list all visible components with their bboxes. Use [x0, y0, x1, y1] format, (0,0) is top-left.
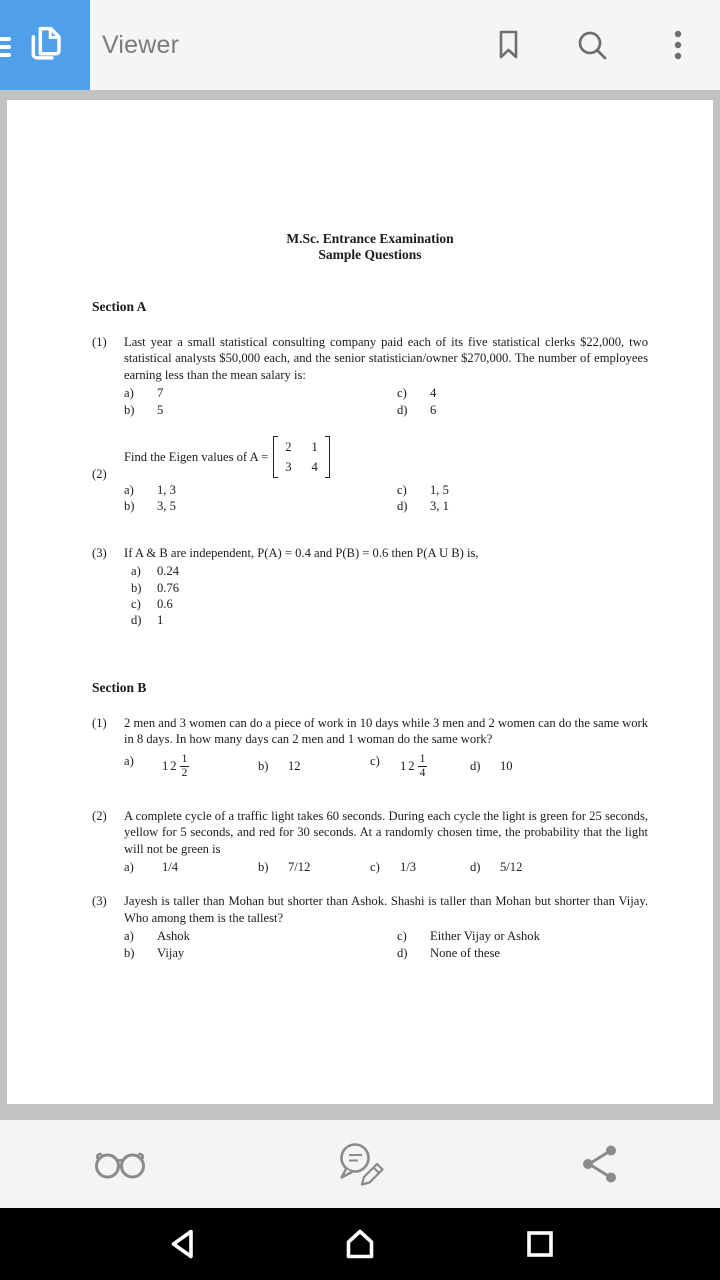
menu-icon [0, 53, 11, 57]
option [124, 859, 258, 875]
option [131, 612, 163, 628]
option-label: d) [397, 402, 408, 417]
app-title: Viewer [102, 30, 180, 59]
equation-line [124, 434, 648, 480]
question-body [124, 893, 648, 961]
option [124, 945, 397, 961]
option-label: c) [397, 386, 407, 401]
overflow-menu-button[interactable] [650, 17, 706, 73]
back-button[interactable] [154, 1216, 210, 1272]
option [131, 580, 179, 596]
option [124, 482, 397, 498]
back-icon [169, 1228, 195, 1260]
option-row [124, 596, 648, 612]
option-row [124, 482, 648, 498]
question-block [92, 893, 648, 961]
matrix-cell: 1 [311, 440, 318, 455]
matrix-cells [278, 436, 325, 478]
option-label: c) [397, 929, 407, 944]
android-nav-bar [0, 1208, 720, 1280]
comment-edit-icon [334, 1140, 386, 1188]
option-value: Ashok [157, 929, 190, 944]
question-body [124, 715, 648, 784]
option-label: a) [124, 386, 134, 401]
option-value: 12 $\frac{1}{2}$ [162, 752, 188, 780]
home-icon [344, 1228, 376, 1260]
question-body [124, 545, 648, 629]
option-label: d) [470, 859, 481, 874]
option [131, 563, 179, 579]
bookmark-button[interactable] [480, 17, 536, 73]
annotate-button[interactable] [332, 1136, 388, 1192]
option-label: c) [397, 483, 407, 498]
option-label: a) [124, 483, 134, 498]
question-number: (1) [92, 335, 107, 349]
question-number: (2) [92, 808, 107, 823]
option-value: Vijay [157, 945, 185, 960]
fraction: $\frac{1}{4}$ [419, 752, 426, 780]
option-value: 1, 3 [157, 483, 176, 498]
nav-drawer-button[interactable] [0, 0, 90, 90]
option-label: a) [124, 753, 134, 768]
question-block [92, 545, 648, 629]
option [397, 482, 449, 498]
option-label: b) [124, 402, 135, 417]
app-bar [0, 0, 720, 90]
home-button[interactable] [332, 1216, 388, 1272]
option [397, 945, 500, 961]
option [258, 758, 370, 774]
fraction: $\frac{1}{2}$ [181, 752, 188, 780]
option-row [124, 612, 648, 628]
menu-icon [0, 45, 11, 49]
option [124, 928, 397, 944]
option-row [124, 385, 648, 401]
option-label: b) [258, 859, 269, 874]
option-value: 1, 5 [430, 483, 449, 498]
option-label: b) [124, 945, 135, 960]
question-text: A complete cycle of a traffic light takes 60 seconds. During each cycle the light is green for 25 seconds, yellow for 5 seconds, and red for 30 seconds. At a randomly chosen time, the probability that the light will not be green is [124, 808, 648, 856]
share-icon [581, 1144, 619, 1184]
search-icon [576, 29, 608, 61]
matrix-cell: 2 [285, 440, 292, 455]
section-heading: Section A [92, 299, 147, 314]
option [124, 402, 397, 418]
option-value: 0.24 [157, 564, 180, 579]
question-body [124, 808, 648, 876]
option-row [124, 498, 648, 514]
option [370, 859, 470, 875]
question-text: 2 men and 3 women can do a piece of work in 10 days while 3 men and 2 women can do the same work in 8 days. In how many days can 2 men and 1 woman do the same work? [124, 715, 648, 747]
option-value: 1/4 [162, 859, 179, 874]
matrix-right-bracket [325, 436, 330, 478]
option-value: 4 [430, 386, 437, 401]
option-label: b) [124, 499, 135, 514]
option-label: b) [131, 580, 142, 595]
question-block [92, 808, 648, 876]
question-number: (3) [92, 545, 107, 560]
matrix-cell: 3 [285, 459, 292, 474]
option-label: a) [124, 859, 134, 874]
option-value: 1/3 [400, 859, 417, 874]
section-heading: Section B [92, 679, 147, 695]
document-page [7, 100, 713, 1104]
option [124, 385, 397, 401]
option-label: d) [397, 499, 408, 514]
option-value: Either Vijay or Ashok [430, 929, 540, 944]
option-label: d) [131, 613, 142, 628]
question-block [92, 715, 648, 784]
bottom-toolbar [0, 1120, 720, 1208]
option [397, 385, 436, 401]
share-button[interactable] [572, 1136, 628, 1192]
option-value: 12 [288, 759, 301, 774]
question-number: (1) [92, 715, 107, 730]
question-text: Jayesh is taller than Mohan but shorter than Ashok. Shashi is taller than Mohan but shorter than Vijay. Who among them is the tallest? [124, 894, 648, 925]
option [131, 596, 173, 612]
bookmark-icon [493, 29, 523, 61]
question-block [92, 334, 648, 418]
reading-mode-button[interactable] [92, 1136, 148, 1192]
menu-icon [0, 37, 11, 41]
option-label: d) [470, 759, 481, 774]
option [397, 928, 540, 944]
option-value: 5 [157, 402, 164, 417]
option [397, 402, 436, 418]
option-value: 12 $\frac{1}{4}$ [400, 752, 426, 780]
option-value: 1 [157, 613, 164, 628]
question-body [124, 434, 648, 515]
option-label: c) [370, 859, 380, 874]
option-value: 7 [157, 386, 164, 401]
question-number: (3) [92, 894, 107, 909]
option-value: 3, 1 [430, 499, 449, 514]
option-row [124, 945, 648, 961]
options [124, 563, 648, 629]
option-row [124, 928, 648, 944]
option-value: 7/12 [288, 859, 311, 874]
question-number: (2) [92, 467, 107, 482]
options [124, 482, 648, 515]
option [470, 859, 522, 875]
matrix [273, 436, 330, 478]
option-row [124, 859, 648, 875]
question-body [124, 334, 648, 418]
search-button[interactable] [564, 17, 620, 73]
option-row [124, 580, 648, 596]
options [124, 750, 648, 784]
option-value: 10 [500, 759, 513, 774]
document-pages-icon [24, 24, 66, 66]
option-value: 5/12 [500, 859, 523, 874]
glasses-icon [93, 1147, 147, 1181]
question-text: Find the Eigen values of A = [124, 449, 269, 464]
option-row [124, 563, 648, 579]
matrix-cell: 4 [311, 459, 318, 474]
document-sections [92, 298, 648, 961]
option-value: 0.6 [157, 597, 173, 612]
option-label: a) [124, 929, 134, 944]
option-value: 0.76 [157, 580, 180, 595]
options [124, 859, 648, 875]
recents-button[interactable] [512, 1216, 568, 1272]
option-label: c) [370, 753, 380, 768]
option-value: 6 [430, 402, 437, 417]
option [124, 753, 258, 780]
option-value: None of these [430, 945, 500, 960]
option-value: 3, 5 [157, 499, 176, 514]
option-label: b) [258, 759, 269, 774]
option [370, 753, 470, 780]
option-label: d) [397, 945, 408, 960]
document-title-line1: M.Sc. Entrance Examination [286, 231, 454, 246]
option-label: a) [131, 564, 141, 579]
option [397, 498, 449, 514]
document-title-line2: Sample Questions [318, 247, 422, 262]
document-content [7, 100, 713, 961]
document-viewport[interactable] [0, 90, 720, 1120]
options [124, 928, 648, 961]
option [124, 498, 397, 514]
more-vert-icon [673, 29, 683, 61]
option-label: c) [131, 597, 141, 612]
question-block [92, 434, 648, 515]
option [258, 859, 370, 875]
question-text: If A & B are independent, P(A) = 0.4 and P(B) = 0.6 then P(A U B) is, [124, 545, 479, 560]
recents-icon [526, 1230, 554, 1258]
question-text: Last year a small statistical consulting company paid each of its five statistical clerks $22,000, two statistical analysts $50,000 each, and the senior statistician/owner $270,000. The number of employees earning less than the mean salary is: [124, 335, 648, 382]
option-row [124, 750, 648, 784]
option-row [124, 402, 648, 418]
option [470, 758, 513, 774]
options [124, 385, 648, 418]
